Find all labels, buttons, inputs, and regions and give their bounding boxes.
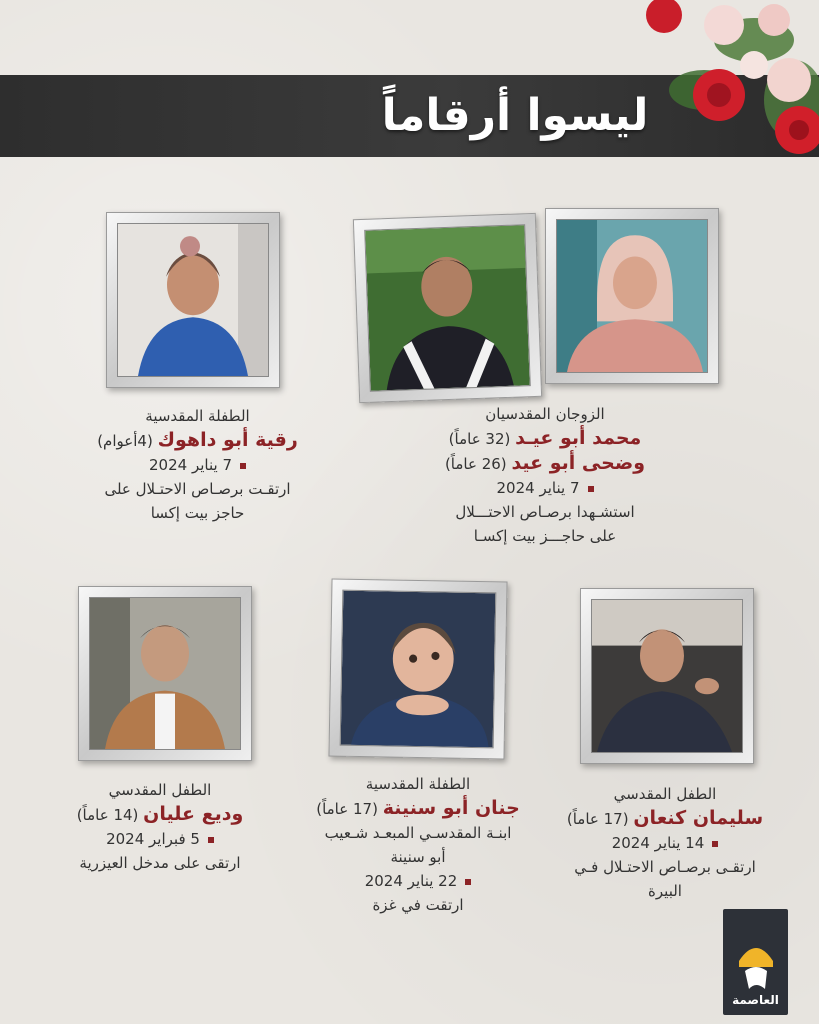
portrait-wadie [89, 597, 241, 750]
victim-description: ارتقـت برصـاص الاحتـلال على [104, 480, 291, 498]
victim-name: وضحى أبو عيد [511, 452, 646, 474]
flowers-decoration [604, 0, 819, 165]
victim-role: الزوجان المقدسيان [485, 405, 605, 423]
victim-card-rukaya [60, 404, 335, 525]
victim-description: البيرة [648, 882, 682, 900]
photo-frame-mohammad [353, 213, 542, 403]
brand-logo [723, 909, 788, 1015]
victim-role: الطفلة المقدسية [365, 775, 471, 793]
victim-description: حاجز بيت إكسا [150, 504, 245, 522]
victim-name: وديع عليان [143, 803, 244, 825]
victim-description: أبو سنينة [390, 848, 446, 866]
photo-frame-suleiman [580, 588, 754, 764]
victim-description: ابنـة المقدسـي المبعـد شـعيب [324, 824, 512, 842]
victim-date: 7 يناير 2024 [395, 476, 695, 500]
victim-age: (14 عاماً) [76, 806, 139, 824]
portrait-wadha [556, 219, 708, 373]
portrait-jenan [340, 590, 497, 749]
portrait-mohammad [364, 224, 531, 392]
victim-name: محمد أبو عيـد [515, 427, 642, 449]
victim-name: رقية أبو داهوك [157, 429, 298, 451]
victim-age: (4أعوام) [97, 432, 153, 450]
dome-of-the-rock-icon [731, 933, 781, 993]
victim-card-jenan [288, 772, 548, 917]
victim-card-suleiman [530, 782, 800, 903]
photo-frame-wadie [78, 586, 252, 761]
logo-text: العاصمة [732, 993, 779, 1007]
victim-card-couple [395, 402, 695, 548]
photo-frame-rukaya [106, 212, 280, 388]
page-title: ليسوا أرقاماً [381, 89, 649, 141]
victim-age: (26 عاماً) [444, 455, 507, 473]
victim-card-wadie [40, 778, 280, 875]
victim-date: 7 يناير 2024 [60, 453, 335, 477]
victim-description: استشـهدا برصـاص الاحتـــلال [455, 503, 635, 521]
victim-description: على حاجـــز بيت إكسـا [473, 527, 617, 545]
victim-date: 14 يناير 2024 [530, 831, 800, 855]
victim-role: الطفلة المقدسية [145, 407, 250, 425]
bullet-icon [712, 841, 718, 847]
bullet-icon [208, 837, 214, 843]
photo-frame-jenan [328, 578, 507, 759]
victim-description: ارتقى على مدخل العيزرية [79, 854, 241, 872]
portrait-suleiman [591, 599, 743, 753]
victim-date: 5 فبراير 2024 [40, 827, 280, 851]
portrait-rukaya [117, 223, 269, 377]
victim-role: الطفل المقدسي [613, 785, 717, 803]
bullet-icon [465, 879, 471, 885]
victim-name: سليمان كنعان [633, 807, 764, 829]
victim-name: جنان أبو سنينة [382, 797, 520, 819]
victim-date: 22 يناير 2024 [288, 869, 548, 893]
bullet-icon [588, 486, 594, 492]
victim-role: الطفل المقدسي [108, 781, 212, 799]
victim-age: (17 عاماً) [316, 800, 378, 818]
photo-frame-wadha [545, 208, 719, 384]
victim-description: ارتقت في غزة [372, 896, 464, 914]
victim-description: ارتقـى برصـاص الاحتـلال فـي [574, 858, 756, 876]
victim-age: (32 عاماً) [448, 430, 511, 448]
victim-age: (17 عاماً) [566, 810, 629, 828]
bullet-icon [240, 463, 246, 469]
